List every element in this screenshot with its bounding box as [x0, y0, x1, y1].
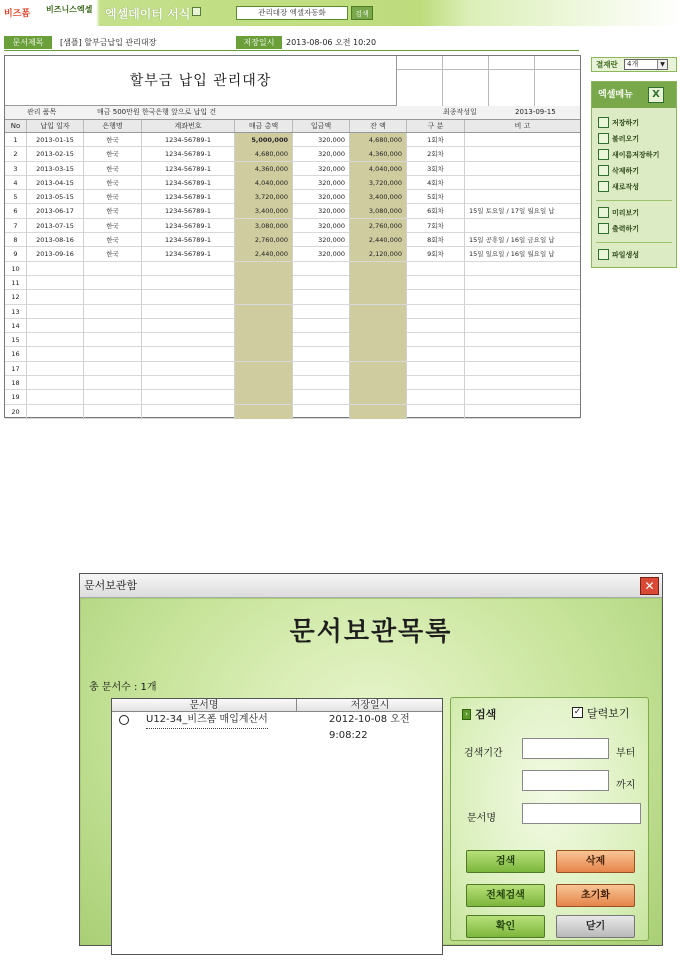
- menu-divider: [596, 200, 672, 201]
- cell-type[interactable]: [407, 290, 465, 304]
- cell-date[interactable]: [27, 362, 84, 376]
- cell-note[interactable]: [465, 176, 580, 190]
- cell-no[interactable]: 12: [5, 290, 27, 304]
- cell-balance[interactable]: 3,080,000: [350, 204, 407, 218]
- excel-icon: X: [648, 87, 664, 103]
- cell-balance[interactable]: [350, 333, 407, 347]
- cell-no[interactable]: 7: [5, 219, 27, 233]
- cell-bank[interactable]: [84, 319, 142, 333]
- cell-type[interactable]: [407, 362, 465, 376]
- cell-no[interactable]: 11: [5, 276, 27, 290]
- table-row: [5, 319, 580, 333]
- cell-deposit[interactable]: [293, 405, 350, 419]
- close-icon[interactable]: ✕: [640, 577, 659, 595]
- cell-account[interactable]: [142, 390, 235, 404]
- meta-label: 관리 품목: [27, 108, 57, 116]
- cell-date[interactable]: 2013-08-16: [27, 233, 84, 247]
- date-to-input[interactable]: [522, 770, 609, 791]
- list-item-name: U12-34_비즈폼 매입계산서: [146, 712, 268, 729]
- ledger-title: 할부금 납입 관리대장: [5, 56, 397, 106]
- cell-bank[interactable]: [84, 333, 142, 347]
- reset-button[interactable]: 초기화: [556, 884, 635, 907]
- file-icon: [598, 249, 609, 260]
- cell-bank[interactable]: 한국: [84, 190, 142, 204]
- cell-deposit[interactable]: [293, 390, 350, 404]
- table-row: [5, 262, 580, 276]
- table-row: [5, 247, 580, 261]
- cell-type[interactable]: 8회차: [407, 233, 465, 247]
- cell-total[interactable]: [235, 276, 293, 290]
- cell-note[interactable]: 15일 토요일 / 17일 월요일 납: [469, 207, 555, 216]
- table-row: [5, 290, 580, 304]
- cell-type[interactable]: [407, 390, 465, 404]
- cell-bank[interactable]: 한국: [84, 133, 142, 147]
- divider: [4, 50, 579, 51]
- cell-deposit[interactable]: [293, 319, 350, 333]
- cell-no[interactable]: 16: [5, 347, 27, 361]
- save-as-icon: [598, 149, 609, 160]
- cell-account[interactable]: 1234-56789-1: [142, 176, 235, 190]
- document-icon: [192, 7, 201, 16]
- cell-date[interactable]: [27, 347, 84, 361]
- cell-date[interactable]: [27, 276, 84, 290]
- cell-deposit[interactable]: 320,000: [293, 190, 350, 204]
- cell-total[interactable]: 2,760,000: [235, 233, 293, 247]
- cell-date[interactable]: [27, 290, 84, 304]
- dialog-body: [81, 599, 661, 944]
- cell-note[interactable]: [465, 162, 580, 176]
- excel-menu: [591, 81, 677, 268]
- excel-menu-title: 엑셀메뉴: [592, 82, 676, 108]
- cell-account[interactable]: [142, 333, 235, 347]
- cell-account[interactable]: [142, 305, 235, 319]
- close-button[interactable]: 닫기: [556, 915, 635, 938]
- col-header-date[interactable]: 저장일시: [350, 700, 390, 711]
- list-header: [112, 699, 442, 712]
- cell-account[interactable]: 1234-56789-1: [142, 204, 235, 218]
- approval-cell[interactable]: [443, 56, 489, 106]
- cell-balance[interactable]: 4,680,000: [350, 133, 407, 147]
- cell-note[interactable]: [465, 133, 580, 147]
- meta-row: [5, 106, 580, 120]
- cell-balance[interactable]: 2,120,000: [350, 247, 407, 261]
- cell-deposit[interactable]: [293, 376, 350, 390]
- cell-balance[interactable]: [350, 376, 407, 390]
- cell-note[interactable]: [465, 333, 580, 347]
- cell-bank[interactable]: [84, 305, 142, 319]
- col-header: 구 분: [407, 120, 465, 132]
- menu-divider: [596, 242, 672, 243]
- from-label: 부터: [616, 748, 636, 759]
- last-date-value[interactable]: 2013-09-15: [515, 108, 556, 116]
- approval-cell[interactable]: [535, 56, 580, 106]
- cell-balance[interactable]: 4,040,000: [350, 162, 407, 176]
- cell-no[interactable]: 15: [5, 333, 27, 347]
- save-icon: [598, 117, 609, 128]
- cell-note[interactable]: 15일 일요일 / 16일 월요일 납: [469, 250, 555, 259]
- cell-balance[interactable]: [350, 319, 407, 333]
- table-row: [5, 133, 580, 147]
- cell-date[interactable]: [27, 405, 84, 419]
- cell-type[interactable]: [407, 347, 465, 361]
- cell-total[interactable]: 4,360,000: [235, 162, 293, 176]
- cell-balance[interactable]: [350, 390, 407, 404]
- search-all-button[interactable]: 전체검색: [466, 884, 545, 907]
- business-excel-logo: 비즈니스엑셀: [46, 5, 93, 14]
- top-header-bar: [0, 0, 682, 26]
- cell-deposit[interactable]: [293, 276, 350, 290]
- cell-total[interactable]: [235, 290, 293, 304]
- cell-bank[interactable]: 한국: [84, 162, 142, 176]
- cell-type[interactable]: 5회차: [407, 190, 465, 204]
- table-row: [5, 390, 580, 404]
- cell-total[interactable]: 4,040,000: [235, 176, 293, 190]
- table-row: [5, 362, 580, 376]
- chevron-down-icon[interactable]: ▼: [657, 60, 667, 69]
- cell-note[interactable]: [465, 190, 580, 204]
- cell-type[interactable]: 9회차: [407, 247, 465, 261]
- cell-bank[interactable]: 한국: [84, 147, 142, 161]
- cell-date[interactable]: 2013-07-15: [27, 219, 84, 233]
- cell-note[interactable]: [465, 376, 580, 390]
- cell-no[interactable]: 5: [5, 190, 27, 204]
- cell-total[interactable]: 4,680,000: [235, 147, 293, 161]
- cell-total[interactable]: [235, 262, 293, 276]
- cell-bank[interactable]: 한국: [84, 176, 142, 190]
- cell-total[interactable]: [235, 347, 293, 361]
- cell-date[interactable]: 2013-02-15: [27, 147, 84, 161]
- cell-balance[interactable]: 4,360,000: [350, 147, 407, 161]
- saved-value: 2013-08-06 오전 10:20: [286, 38, 377, 47]
- cell-bank[interactable]: [84, 390, 142, 404]
- cell-balance[interactable]: 3,400,000: [350, 190, 407, 204]
- cell-no[interactable]: 14: [5, 319, 27, 333]
- cell-total[interactable]: [235, 319, 293, 333]
- cell-date[interactable]: 2013-04-15: [27, 176, 84, 190]
- search-panel: [450, 697, 649, 941]
- cell-type[interactable]: [407, 376, 465, 390]
- table-row: [5, 233, 580, 247]
- cell-note[interactable]: [465, 262, 580, 276]
- ledger-header-row: [5, 120, 580, 133]
- cell-date[interactable]: 2013-09-16: [27, 247, 84, 261]
- cell-note[interactable]: [465, 147, 580, 161]
- docname-input[interactable]: [522, 803, 641, 824]
- cell-total[interactable]: [235, 362, 293, 376]
- cell-balance[interactable]: [350, 405, 407, 419]
- table-row: [5, 405, 580, 419]
- cell-account[interactable]: [142, 362, 235, 376]
- cell-deposit[interactable]: [293, 305, 350, 319]
- list-item-date: 2012-10-08 오전 9:08:22: [329, 714, 410, 741]
- cell-total[interactable]: [235, 305, 293, 319]
- cell-no[interactable]: 1: [5, 133, 27, 147]
- col-header-name[interactable]: 문서명: [112, 699, 297, 712]
- cell-no[interactable]: 18: [5, 376, 27, 390]
- cell-total[interactable]: [235, 405, 293, 419]
- arrow-right-icon: ›: [462, 709, 471, 720]
- table-row: [5, 376, 580, 390]
- radio-button[interactable]: [119, 715, 129, 725]
- cell-type[interactable]: [407, 276, 465, 290]
- cell-deposit[interactable]: 320,000: [293, 219, 350, 233]
- menu-print[interactable]: 출력하기: [598, 222, 670, 236]
- cell-type[interactable]: [407, 305, 465, 319]
- cell-date[interactable]: [27, 376, 84, 390]
- menu-preview[interactable]: 미리보기: [598, 206, 670, 220]
- calendar-checkbox[interactable]: ✓: [573, 707, 582, 717]
- table-row: [5, 276, 580, 290]
- cell-balance[interactable]: [350, 290, 407, 304]
- cell-type[interactable]: [407, 319, 465, 333]
- cell-bank[interactable]: [84, 290, 142, 304]
- cell-type[interactable]: 1회차: [407, 133, 465, 147]
- preview-icon: [598, 207, 609, 218]
- top-search-input[interactable]: 관리대장 엑셀자동화: [236, 6, 348, 20]
- cell-type[interactable]: 6회차: [407, 204, 465, 218]
- cell-account[interactable]: [142, 262, 235, 276]
- cell-total[interactable]: 3,080,000: [235, 219, 293, 233]
- period-label: 검색기간: [464, 748, 503, 759]
- table-row: [5, 147, 580, 161]
- meta-value[interactable]: 매금 500만원 한국은행 앞으로 납입 건: [97, 108, 217, 116]
- cell-bank[interactable]: [84, 262, 142, 276]
- cell-bank[interactable]: 한국: [84, 247, 142, 261]
- cell-account[interactable]: [142, 276, 235, 290]
- ok-button[interactable]: 확인: [466, 915, 545, 938]
- dialog-title: 문서보관함: [84, 579, 138, 592]
- cell-total[interactable]: [235, 333, 293, 347]
- cell-deposit[interactable]: [293, 333, 350, 347]
- search-button[interactable]: 검색: [466, 850, 545, 873]
- table-row: [5, 204, 580, 218]
- cell-date[interactable]: 2013-06-17: [27, 204, 84, 218]
- last-date-label: 최종작성일: [443, 108, 477, 116]
- cell-type[interactable]: [407, 262, 465, 276]
- cell-balance[interactable]: [350, 305, 407, 319]
- menu-new[interactable]: 새로작성: [598, 180, 670, 194]
- cell-total[interactable]: [235, 376, 293, 390]
- ledger-body: [5, 133, 580, 419]
- doc-title-value: [샘플] 할부금납입 관리대장: [60, 38, 157, 47]
- approval-count-select[interactable]: [624, 59, 668, 70]
- cell-account[interactable]: [142, 319, 235, 333]
- table-row: [5, 176, 580, 190]
- col-header: No: [5, 120, 27, 132]
- approval-cell[interactable]: [489, 56, 535, 106]
- col-header: 잔 액: [350, 120, 407, 132]
- cell-account[interactable]: 1234-56789-1: [142, 162, 235, 176]
- cell-account[interactable]: [142, 290, 235, 304]
- ledger-sheet: [4, 55, 581, 418]
- col-header: 매금 총액: [235, 120, 293, 132]
- menu-create-file[interactable]: 파일생성: [598, 248, 670, 262]
- cell-note[interactable]: [465, 347, 580, 361]
- cell-deposit[interactable]: [293, 347, 350, 361]
- cell-deposit[interactable]: 320,000: [293, 162, 350, 176]
- cell-account[interactable]: [142, 347, 235, 361]
- list-item[interactable]: [112, 712, 442, 741]
- cell-no[interactable]: 17: [5, 362, 27, 376]
- cell-account[interactable]: 1234-56789-1: [142, 133, 235, 147]
- cell-no[interactable]: 4: [5, 176, 27, 190]
- cell-bank[interactable]: 한국: [84, 219, 142, 233]
- cell-bank[interactable]: [84, 376, 142, 390]
- cell-date[interactable]: 2013-01-15: [27, 133, 84, 147]
- cell-balance[interactable]: [350, 347, 407, 361]
- cell-total[interactable]: 2,440,000: [235, 247, 293, 261]
- document-storage-dialog: [79, 573, 663, 946]
- cell-total[interactable]: [235, 390, 293, 404]
- docname-label: 문서명: [467, 813, 496, 824]
- app-title: 엑셀데이터 서식: [105, 7, 191, 21]
- approval-count-label: 결재란: [591, 57, 677, 72]
- table-row: [5, 190, 580, 204]
- cell-account[interactable]: [142, 376, 235, 390]
- table-row: [5, 333, 580, 347]
- cell-type[interactable]: [407, 333, 465, 347]
- cell-total[interactable]: 5,000,000: [235, 133, 293, 147]
- col-header: 입금액: [293, 120, 350, 132]
- cell-date[interactable]: [27, 333, 84, 347]
- menu-save[interactable]: 저장하기: [598, 116, 670, 130]
- cell-balance[interactable]: 2,760,000: [350, 219, 407, 233]
- col-header: 계좌번호: [142, 120, 235, 132]
- menu-save-as[interactable]: 새이름저장하기: [598, 148, 670, 162]
- cell-account[interactable]: 1234-56789-1: [142, 219, 235, 233]
- cell-date[interactable]: [27, 390, 84, 404]
- cell-bank[interactable]: [84, 276, 142, 290]
- menu-delete[interactable]: 삭제하기: [598, 164, 670, 178]
- dialog-titlebar: [80, 574, 662, 598]
- search-panel-title: 검색: [475, 708, 497, 721]
- cell-note[interactable]: [465, 219, 580, 233]
- cell-type[interactable]: 4회차: [407, 176, 465, 190]
- cell-note[interactable]: [465, 319, 580, 333]
- cell-no[interactable]: 3: [5, 162, 27, 176]
- print-icon: [598, 223, 609, 234]
- cell-note[interactable]: [465, 390, 580, 404]
- cell-no[interactable]: 9: [5, 247, 27, 261]
- cell-date[interactable]: 2013-03-15: [27, 162, 84, 176]
- col-header: 납입 일자: [27, 120, 84, 132]
- cell-note[interactable]: [465, 290, 580, 304]
- to-label: 까지: [616, 780, 636, 791]
- cell-deposit[interactable]: 320,000: [293, 133, 350, 147]
- saved-label: 저장일시: [236, 36, 282, 49]
- doc-title-label: 문서제목: [4, 36, 52, 49]
- cell-note[interactable]: 15일 공휴일 / 16일 금요일 납: [469, 236, 555, 245]
- cell-account[interactable]: 1234-56789-1: [142, 247, 235, 261]
- table-row: [5, 347, 580, 361]
- cell-account[interactable]: [142, 405, 235, 419]
- cell-deposit[interactable]: 320,000: [293, 233, 350, 247]
- dialog-heading: 문서보관목록: [289, 617, 453, 647]
- cell-note[interactable]: [465, 405, 580, 419]
- cell-account[interactable]: 1234-56789-1: [142, 147, 235, 161]
- new-document-icon: [598, 181, 609, 192]
- top-search-button[interactable]: 검색: [351, 6, 373, 20]
- document-list[interactable]: [111, 698, 443, 955]
- cell-note[interactable]: [465, 305, 580, 319]
- col-header: 은행명: [84, 120, 142, 132]
- cell-bank[interactable]: [84, 405, 142, 419]
- cell-no[interactable]: 20: [5, 405, 27, 419]
- cell-total[interactable]: 3,720,000: [235, 190, 293, 204]
- cell-type[interactable]: [407, 405, 465, 419]
- cell-type[interactable]: 2회차: [407, 147, 465, 161]
- cell-no[interactable]: 6: [5, 204, 27, 218]
- table-row: [5, 305, 580, 319]
- cell-bank[interactable]: [84, 362, 142, 376]
- cell-balance[interactable]: [350, 362, 407, 376]
- document-count: 총 문서수 : 1개: [89, 682, 157, 693]
- cell-no[interactable]: 10: [5, 262, 27, 276]
- cell-balance[interactable]: [350, 276, 407, 290]
- cell-balance[interactable]: 3,720,000: [350, 176, 407, 190]
- cell-deposit[interactable]: 320,000: [293, 147, 350, 161]
- cell-deposit[interactable]: 320,000: [293, 176, 350, 190]
- cell-no[interactable]: 13: [5, 305, 27, 319]
- cell-account[interactable]: 1234-56789-1: [142, 190, 235, 204]
- cell-deposit[interactable]: [293, 262, 350, 276]
- cell-no[interactable]: 2: [5, 147, 27, 161]
- cell-bank[interactable]: [84, 347, 142, 361]
- cell-deposit[interactable]: [293, 290, 350, 304]
- bizform-logo: 비즈폼: [4, 9, 31, 19]
- calendar-checkbox-label[interactable]: 달력보기: [587, 707, 630, 720]
- col-header: 비 고: [514, 122, 531, 130]
- cell-bank[interactable]: 한국: [84, 204, 142, 218]
- cell-date[interactable]: [27, 305, 84, 319]
- menu-load[interactable]: 불러오기: [598, 132, 670, 146]
- cell-date[interactable]: 2013-05-15: [27, 190, 84, 204]
- date-from-input[interactable]: [522, 738, 609, 759]
- cell-date[interactable]: [27, 319, 84, 333]
- trash-icon: [598, 165, 609, 176]
- cell-balance[interactable]: 2,440,000: [350, 233, 407, 247]
- cell-date[interactable]: [27, 262, 84, 276]
- cell-account[interactable]: 1234-56789-1: [142, 233, 235, 247]
- approval-count-value: 4개: [627, 60, 639, 68]
- cell-deposit[interactable]: 320,000: [293, 247, 350, 261]
- table-row: [5, 219, 580, 233]
- cell-type[interactable]: 3회차: [407, 162, 465, 176]
- cell-no[interactable]: 8: [5, 233, 27, 247]
- delete-button[interactable]: 삭제: [556, 850, 635, 873]
- cell-note[interactable]: [465, 362, 580, 376]
- cell-type[interactable]: 7회차: [407, 219, 465, 233]
- cell-deposit[interactable]: 320,000: [293, 204, 350, 218]
- table-row: [5, 162, 580, 176]
- cell-bank[interactable]: 한국: [84, 233, 142, 247]
- cell-note[interactable]: [465, 276, 580, 290]
- open-icon: [598, 133, 609, 144]
- cell-deposit[interactable]: [293, 362, 350, 376]
- cell-balance[interactable]: [350, 262, 407, 276]
- approval-cell[interactable]: [397, 56, 443, 106]
- cell-no[interactable]: 19: [5, 390, 27, 404]
- cell-total[interactable]: 3,400,000: [235, 204, 293, 218]
